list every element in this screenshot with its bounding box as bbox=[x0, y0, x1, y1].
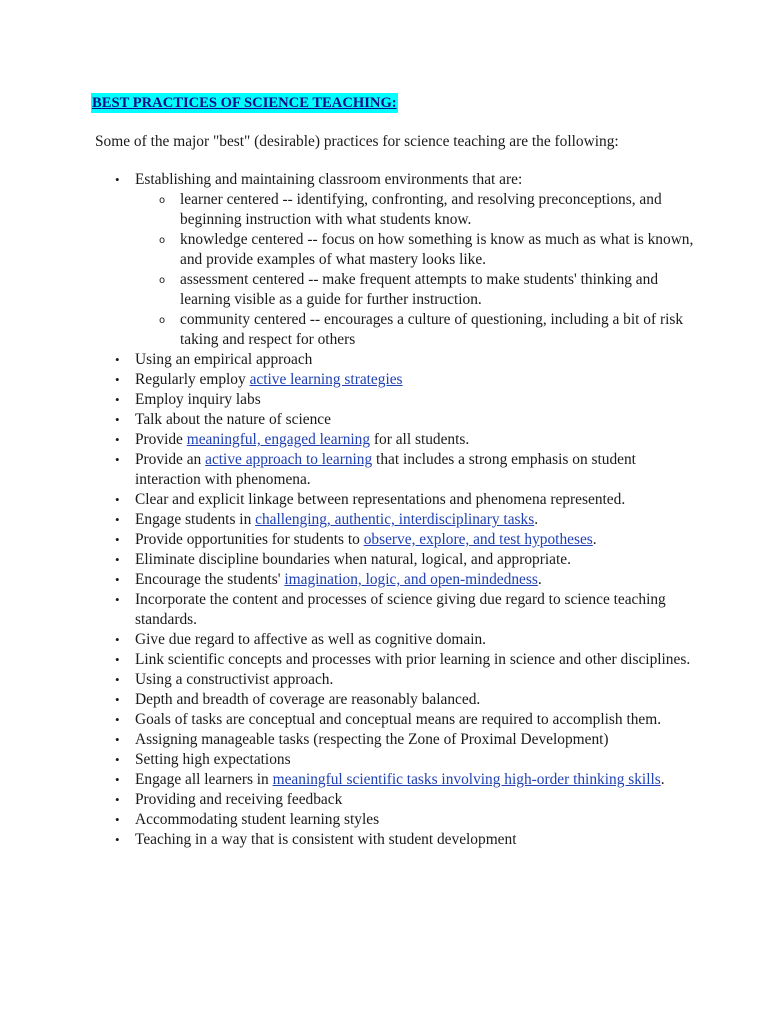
list-item-link[interactable]: active approach to learning bbox=[205, 451, 373, 468]
sub-list-item: o community centered -- encourages a culture of questioning, including a bit of risk taking and respect for others bbox=[180, 310, 695, 350]
list-item bbox=[135, 710, 695, 730]
list-item bbox=[135, 430, 695, 450]
list-item-text: Clear and explicit linkage between representations and phenomena represented. bbox=[135, 491, 626, 508]
list-item-text: Give due regard to affective as well as cognitive domain. bbox=[135, 631, 487, 648]
list-item bbox=[135, 490, 695, 510]
list-item bbox=[135, 630, 695, 650]
list-item bbox=[135, 810, 695, 830]
list-item-text: Provide bbox=[135, 431, 187, 448]
sub-list-item: o assessment centered -- make frequent attempts to make students' thinking and learning visible as a guide for further instruction. bbox=[180, 270, 695, 310]
list-item-text: that includes a strong emphasis on student interaction with phenomena. bbox=[135, 451, 636, 488]
list-item bbox=[135, 770, 695, 790]
list-item bbox=[135, 830, 695, 850]
list-item bbox=[135, 670, 695, 690]
list-item-text: Teaching in a way that is consistent with student development bbox=[135, 831, 517, 848]
list-item-text: . bbox=[592, 531, 597, 548]
list-item-link[interactable]: meaningful, engaged learning bbox=[186, 431, 371, 448]
sub-list bbox=[135, 190, 695, 350]
list-item-text: Employ inquiry labs bbox=[135, 391, 261, 408]
list-item-link[interactable]: challenging, authentic, interdisciplinary tasks bbox=[255, 511, 535, 528]
list-item bbox=[135, 350, 695, 370]
list-item bbox=[135, 390, 695, 410]
list-item-text: Depth and breadth of coverage are reasonably balanced. bbox=[135, 691, 481, 708]
list-item-text: for all students. bbox=[370, 431, 470, 448]
list-item-text: . bbox=[534, 511, 539, 528]
page-title: BEST PRACTICES OF SCIENCE TEACHING: bbox=[92, 95, 397, 111]
list-item-text: Goals of tasks are conceptual and conceptual means are required to accomplish them. bbox=[135, 711, 662, 728]
list-item bbox=[135, 750, 695, 770]
list-item-text: Engage students in bbox=[135, 511, 256, 528]
list-item-text: . bbox=[537, 571, 542, 588]
list-item bbox=[135, 790, 695, 810]
list-item-text: Link scientific concepts and processes with prior learning in science and other disciplines. bbox=[135, 651, 691, 668]
list-item bbox=[135, 730, 695, 750]
list-item-text: Engage all learners in bbox=[135, 771, 273, 788]
list-item-link[interactable]: imagination, logic, and open-mindedness bbox=[284, 571, 538, 588]
list-item bbox=[135, 650, 695, 670]
list-item bbox=[135, 530, 695, 550]
list-item-text: Using an empirical approach bbox=[135, 351, 313, 368]
list-item-link[interactable]: observe, explore, and test hypotheses bbox=[363, 531, 593, 548]
list-item-text: Regularly employ bbox=[135, 371, 250, 388]
list-item-link[interactable]: meaningful scientific tasks involving high-order thinking skills bbox=[272, 771, 661, 788]
list-item bbox=[135, 410, 695, 430]
list-item bbox=[135, 570, 695, 590]
list-item-text: Setting high expectations bbox=[135, 751, 291, 768]
list-item bbox=[135, 170, 695, 350]
list-item-text: . bbox=[660, 771, 665, 788]
list-item-text: Establishing and maintaining classroom environments that are: bbox=[135, 171, 523, 188]
list-item-link[interactable]: active learning strategies bbox=[249, 371, 403, 388]
list-item bbox=[135, 590, 695, 630]
practices-list bbox=[135, 170, 695, 850]
list-item bbox=[135, 450, 695, 490]
list-item-text: Provide an bbox=[135, 451, 206, 468]
list-item-text: Talk about the nature of science bbox=[135, 411, 331, 428]
list-item-text: Provide opportunities for students to bbox=[135, 531, 364, 548]
list-item bbox=[135, 690, 695, 710]
list-item-text: Eliminate discipline boundaries when natural, logical, and appropriate. bbox=[135, 551, 571, 568]
list-item-text: Accommodating student learning styles bbox=[135, 811, 380, 828]
list-item-text: Providing and receiving feedback bbox=[135, 791, 343, 808]
intro-paragraph: Some of the major "best" (desirable) practices for science teaching are the following: bbox=[95, 133, 619, 150]
list-item bbox=[135, 550, 695, 570]
list-item-text: Using a constructivist approach. bbox=[135, 671, 334, 688]
list-item bbox=[135, 370, 695, 390]
list-item bbox=[135, 510, 695, 530]
list-item-text: Encourage the students' bbox=[135, 571, 285, 588]
list-item-text: Incorporate the content and processes of science giving due regard to science teaching standards. bbox=[135, 591, 666, 628]
list-item-text: Assigning manageable tasks (respecting the Zone of Proximal Development) bbox=[135, 731, 609, 748]
sub-list-item: o knowledge centered -- focus on how something is know as much as what is known, and provide examples of what mastery looks like. bbox=[180, 230, 695, 270]
sub-list-item: o learner centered -- identifying, confronting, and resolving preconceptions, and beginning instruction with what students know. bbox=[180, 190, 695, 230]
